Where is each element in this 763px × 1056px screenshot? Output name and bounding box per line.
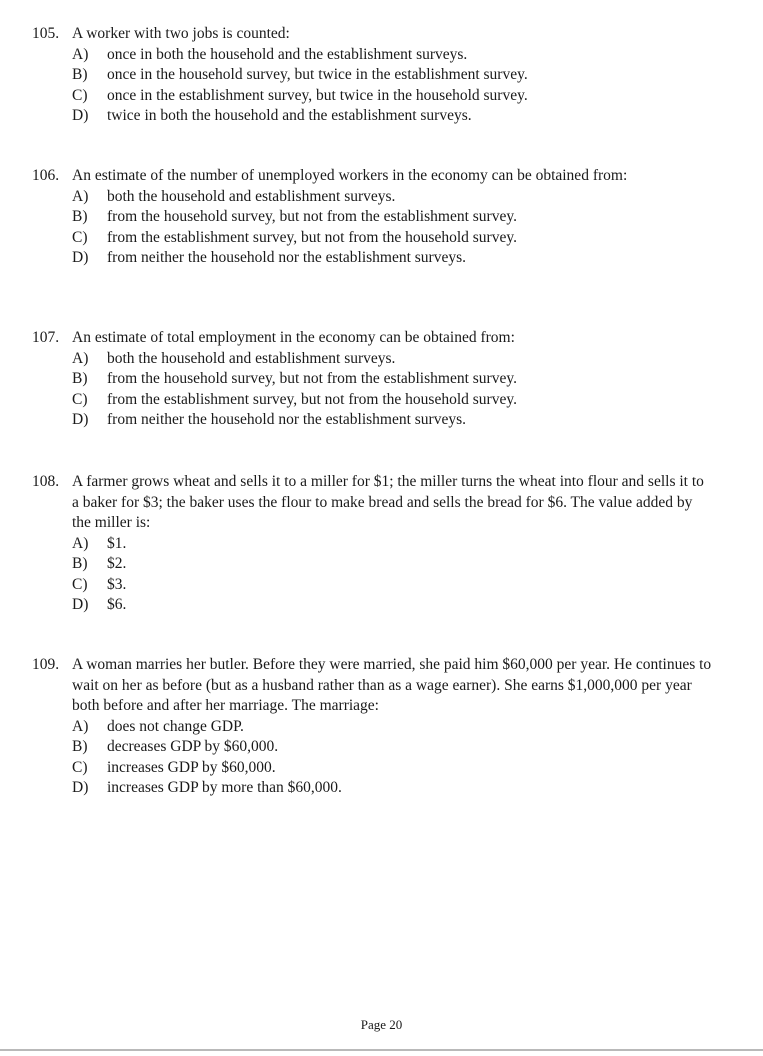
option-d — [32, 248, 712, 269]
option-text: twice in both the household and the establishment surveys. — [107, 107, 472, 124]
option-text: from the establishment survey, but not from the household survey. — [107, 390, 517, 408]
question-106 — [32, 166, 712, 269]
question-105 — [32, 24, 712, 127]
option-text: once in the establishment survey, but twice in the household survey. — [107, 86, 528, 104]
option-a — [32, 45, 712, 66]
option-a — [32, 187, 712, 208]
option-text: $2. — [107, 555, 127, 572]
option-letter: D) — [72, 779, 89, 796]
question-text: A worker with two jobs is counted: — [72, 25, 290, 42]
option-d — [32, 410, 712, 431]
option-letter: A) — [72, 187, 89, 205]
option-letter: B) — [72, 555, 88, 572]
question-number: 109. — [32, 656, 60, 673]
question-text: A farmer grows wheat and sells it to a miller for $1; the miller turns the wheat into flour and sells it to a baker for $3; the baker uses the flour to make bread and sells the bread for $6. The value added by the miller is: — [72, 473, 704, 531]
question-107 — [32, 328, 712, 431]
option-letter: D) — [72, 411, 89, 428]
option-c — [32, 390, 712, 411]
question-stem — [32, 655, 712, 717]
option-text: once in both the household and the establishment surveys. — [107, 45, 468, 63]
option-letter: C) — [72, 86, 88, 104]
option-text: $1. — [107, 534, 127, 552]
option-a — [32, 534, 712, 555]
option-c — [32, 228, 712, 249]
option-text: from neither the household nor the establishment surveys. — [107, 411, 467, 428]
page-number: Page 20 — [360, 1017, 403, 1032]
question-number: 107. — [32, 329, 60, 346]
option-letter: A) — [72, 349, 89, 367]
option-letter: B) — [72, 738, 88, 755]
option-letter: C) — [72, 228, 88, 246]
option-text: from neither the household nor the establishment surveys. — [107, 249, 467, 266]
option-b — [32, 65, 712, 86]
question-number: 106. — [32, 167, 60, 184]
option-d — [32, 106, 712, 127]
question-109 — [32, 655, 712, 799]
option-text: $3. — [107, 575, 127, 593]
option-text: does not change GDP. — [107, 717, 244, 735]
question-number: 108. — [32, 473, 60, 490]
option-text: from the household survey, but not from the establishment survey. — [107, 208, 517, 225]
option-b — [32, 369, 712, 390]
option-text: decreases GDP by $60,000. — [107, 738, 279, 755]
option-a — [32, 717, 712, 738]
option-c — [32, 86, 712, 107]
question-108 — [32, 472, 712, 616]
option-text: once in the household survey, but twice in the establishment survey. — [107, 66, 528, 83]
option-letter: C) — [72, 390, 88, 408]
option-text: from the household survey, but not from the establishment survey. — [107, 370, 517, 387]
question-stem — [32, 472, 712, 534]
question-number: 105. — [32, 25, 60, 42]
question-text: An estimate of total employment in the economy can be obtained from: — [72, 329, 515, 346]
question-stem — [32, 328, 712, 349]
bottom-divider — [0, 1049, 763, 1051]
option-c — [32, 758, 712, 779]
option-letter: D) — [72, 107, 89, 124]
question-text: A woman marries her butler. Before they were married, she paid him $60,000 per year. He continues to wait on her as before (but as a husband rather than as a wage earner). She earns $1,000,000 per year both before and after her marriage. The marriage: — [72, 656, 712, 714]
option-letter: B) — [72, 208, 88, 225]
option-letter: A) — [72, 717, 89, 735]
option-text: increases GDP by $60,000. — [107, 758, 276, 776]
option-text: both the household and establishment surveys. — [107, 187, 396, 205]
question-stem — [32, 24, 712, 45]
option-text: increases GDP by more than $60,000. — [107, 779, 342, 796]
option-letter: A) — [72, 534, 89, 552]
option-b — [32, 207, 712, 228]
option-b — [32, 737, 712, 758]
option-letter: B) — [72, 370, 88, 387]
option-text: $6. — [107, 596, 127, 613]
question-text: An estimate of the number of unemployed workers in the economy can be obtained from: — [72, 167, 628, 184]
option-b — [32, 554, 712, 575]
question-stem — [32, 166, 712, 187]
option-a — [32, 349, 712, 370]
option-d — [32, 595, 712, 616]
option-letter: C) — [72, 758, 88, 776]
option-d — [32, 778, 712, 799]
option-c — [32, 575, 712, 596]
option-text: from the establishment survey, but not from the household survey. — [107, 228, 517, 246]
option-letter: D) — [72, 249, 89, 266]
option-text: both the household and establishment surveys. — [107, 349, 396, 367]
option-letter: D) — [72, 596, 89, 613]
option-letter: B) — [72, 66, 88, 83]
option-letter: A) — [72, 45, 89, 63]
option-letter: C) — [72, 575, 88, 593]
